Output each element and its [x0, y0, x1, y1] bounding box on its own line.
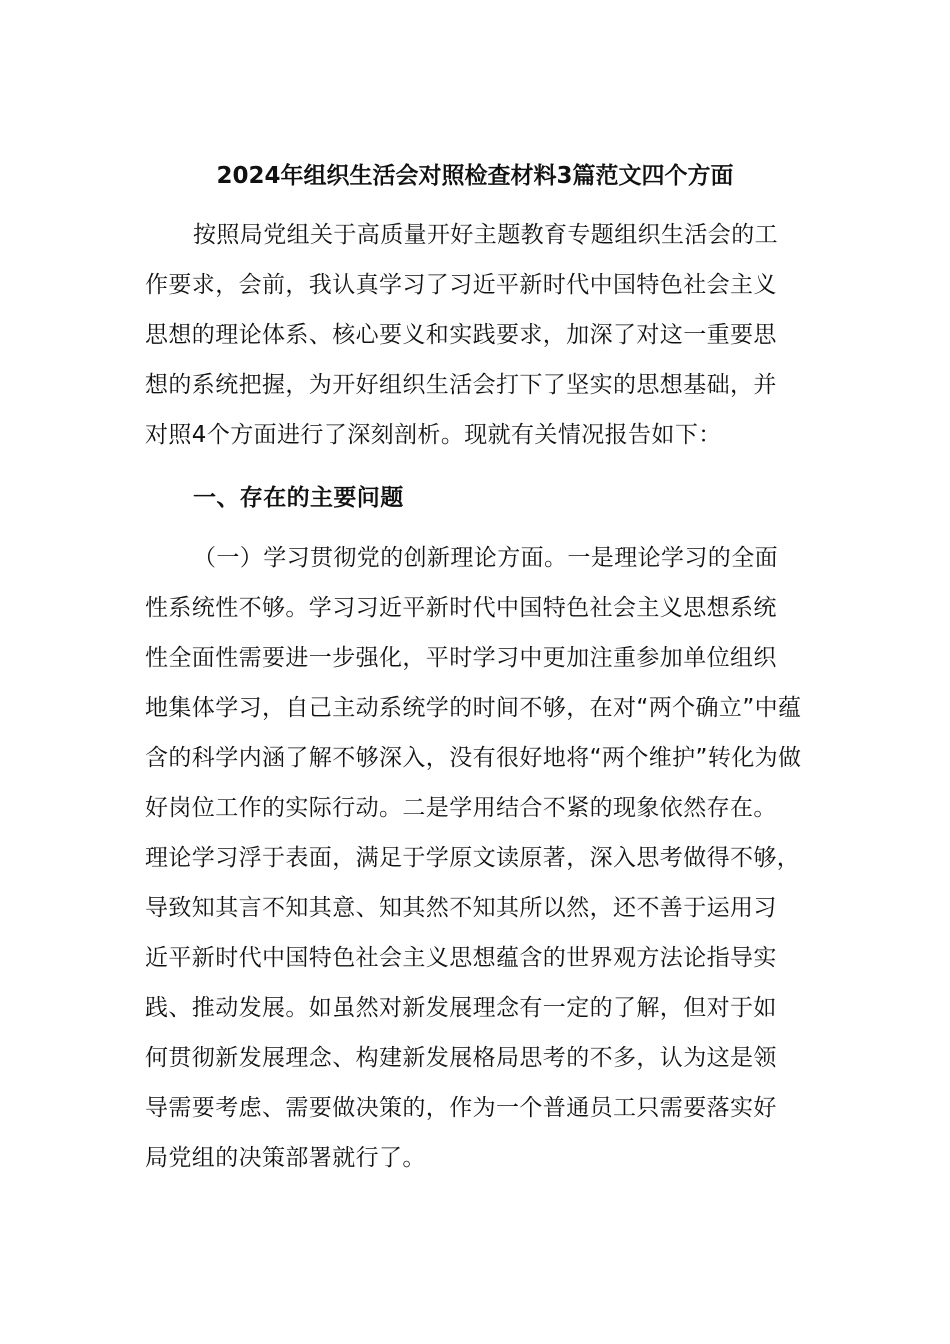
- intro-line: 想的系统把握，为开好组织生活会打下了坚实的思想基础，并: [145, 372, 777, 398]
- body-line: 何贯彻新发展理念、构建新发展格局思考的不多，认为这是领: [145, 1045, 777, 1071]
- body-line: （一）学习贯彻党的创新理论方面。一是理论学习的全面: [193, 545, 778, 571]
- body-line: 地集体学习，自己主动系统学的时间不够，在对“两个确立”中蕴: [145, 695, 802, 721]
- body-line: 局党组的决策部署就行了。: [145, 1145, 426, 1171]
- section-heading: 一、存在的主要问题: [193, 485, 404, 511]
- intro-line: 作要求，会前，我认真学习了习近平新时代中国特色社会主义: [145, 272, 777, 298]
- intro-line: 按照局党组关于高质量开好主题教育专题组织生活会的工: [193, 222, 778, 248]
- body-line: 性系统性不够。学习习近平新时代中国特色社会主义思想系统: [145, 595, 777, 621]
- body-line: 理论学习浮于表面，满足于学原文读原著，深入思考做得不够，: [145, 845, 801, 871]
- body-line: 含的科学内涵了解不够深入，没有很好地将“两个维护”转化为做: [145, 745, 802, 771]
- intro-line: 思想的理论体系、核心要义和实践要求，加深了对这一重要思: [145, 322, 777, 348]
- document-title: 2024年组织生活会对照检查材料3篇范文四个方面: [216, 163, 734, 189]
- intro-line: 对照4个方面进行了深刻剖析。现就有关情况报告如下：: [145, 422, 722, 448]
- body-line: 好岗位工作的实际行动。二是学用结合不紧的现象依然存在。: [145, 795, 777, 821]
- body-line: 导致知其言不知其意、知其然不知其所以然，还不善于运用习: [145, 895, 777, 921]
- body-line: 近平新时代中国特色社会主义思想蕴含的世界观方法论指导实: [145, 945, 777, 971]
- body-line: 践、推动发展。如虽然对新发展理念有一定的了解，但对于如: [145, 995, 777, 1021]
- body-line: 性全面性需要进一步强化，平时学习中更加注重参加单位组织: [145, 645, 777, 671]
- body-line: 导需要考虑、需要做决策的，作为一个普通员工只需要落实好: [145, 1095, 777, 1121]
